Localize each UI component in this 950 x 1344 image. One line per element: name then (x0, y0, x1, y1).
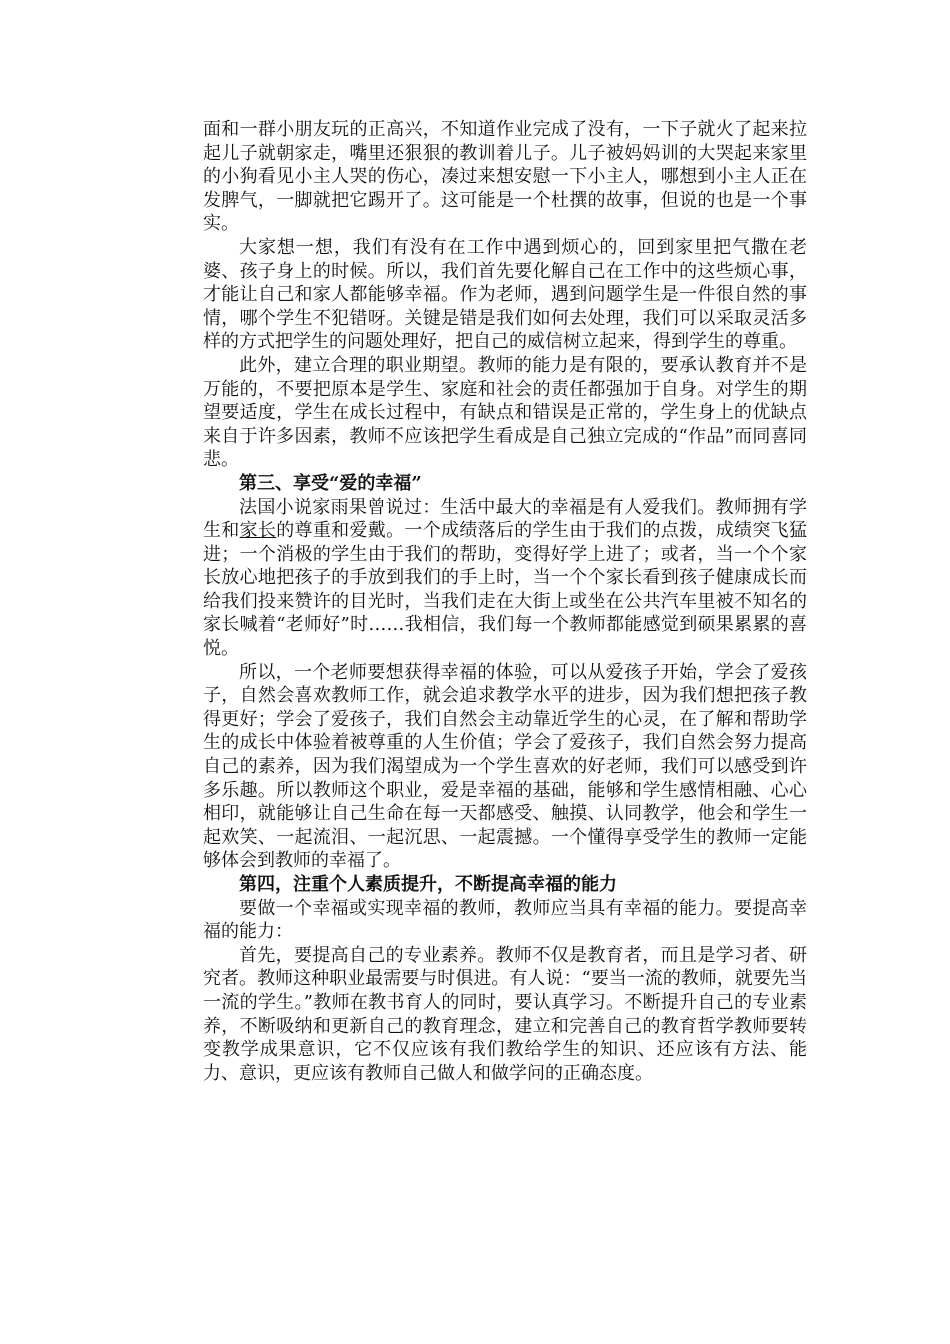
paragraph-4-start: 法国小说家雨果曾说过：生活中最大的幸福是有人爱我们。教师拥有学生和 (203, 496, 807, 542)
section-heading-4: 第四，注重个人素质提升，不断提高幸福的能力 (239, 874, 617, 895)
paragraph-2: 大家想一想，我们有没有在工作中遇到烦心的，回到家里把气撒在老婆、孩子身上的时候。所以，我们首先要化解自己在工作中的这些烦心事，才能让自己和家人都能够幸福。作为老师，遇到问题学生是一件很自然的事情，哪个学生不犯错呀。关键是错是我们如何去处理，我们可以采取灵活多样的方式把学生的问题处理好，把自己的威信树立起来，得到学生的尊重。 (203, 236, 807, 353)
paragraph-3: 此外，建立合理的职业期望。教师的能力是有限的，要承认教育并不是万能的，不要把原本是学生、家庭和社会的责任都强加于自身。对学生的期望要适度，学生在成长过程中，有缺点和错误是正常的，学生身上的优缺点来自于许多因素，教师不应该把学生看成是自己独立完成的“作品”而同喜同悲。 (203, 354, 807, 471)
parents-link[interactable]: 家长 (239, 520, 277, 542)
paragraph-4 (203, 496, 807, 661)
paragraph-6: 要做一个幸福或实现幸福的教师，教师应当具有幸福的能力。要提高幸福的能力： (203, 897, 807, 943)
document-page (203, 118, 807, 1085)
section-heading-3: 第三、享受“爱的幸福” (239, 472, 422, 494)
paragraph-7: 首先，要提高自己的专业素养。教师不仅是教育者，而且是学习者、研究者。教师这种职业最需要与时俱进。有人说：“要当一流的教师，就要先当一流的学生。”教师在教书育人的同时，要认真学习。不断提升自己的专业素养，不断吸纳和更新自己的教育理念，建立和完善自己的教育哲学教师要转变教学成果意识，它不仅应该有我们教给学生的知识、还应该有方法、能力、意识，更应该有教师自己做人和做学问的正确态度。 (203, 944, 807, 1084)
paragraph-5: 所以，一个老师要想获得幸福的体验，可以从爱孩子开始，学会了爱孩子，自然会喜欢教师工作，就会追求教学水平的进步，因为我们想把孩子教得更好；学会了爱孩子，我们自然会主动靠近学生的心灵，在了解和帮助学生的成长中体验着被尊重的人生价值；学会了爱孩子，我们自然会努力提高自己的素养，因为我们渴望成为一个学生喜欢的好老师，我们可以感受到许多乐趣。所以教师这个职业，爱是幸福的基础，能够和学生感情相融、心心相印，就能够让自己生命在每一天都感受、触摸、认同教学，他会和学生一起欢笑、一起流泪、一起沉思、一起震撼。一个懂得享受学生的教师一定能够体会到教师的幸福了。 (203, 661, 807, 872)
paragraph-1: 面和一群小朋友玩的正高兴，不知道作业完成了没有，一下子就火了起来拉起儿子就朝家走，嘴里还狠狠的教训着儿子。儿子被妈妈训的大哭起来家里的小狗看见小主人哭的伤心，凑过来想安慰一下小主人，哪想到小主人正在发脾气，一脚就把它踢开了。这可能是一个杜撰的故事，但说的也是一个事实。 (203, 119, 807, 235)
paragraph-4-rest: 的尊重和爱戴。一个成绩落后的学生由于我们的点拨，成绩突飞猛进；一个消极的学生由于我们的帮助，变得好学上进了；或者，当一个个家长放心地把孩子的手放到我们的手上时，当一个个家长看到孩子健康成长而给我们投来赞许的目光时，当我们走在大街上或坐在公共汽车里被不知名的家长喊着“老师好”时……我相信，我们每一个教师都能感觉到硕果累累的喜悦。 (203, 520, 807, 660)
